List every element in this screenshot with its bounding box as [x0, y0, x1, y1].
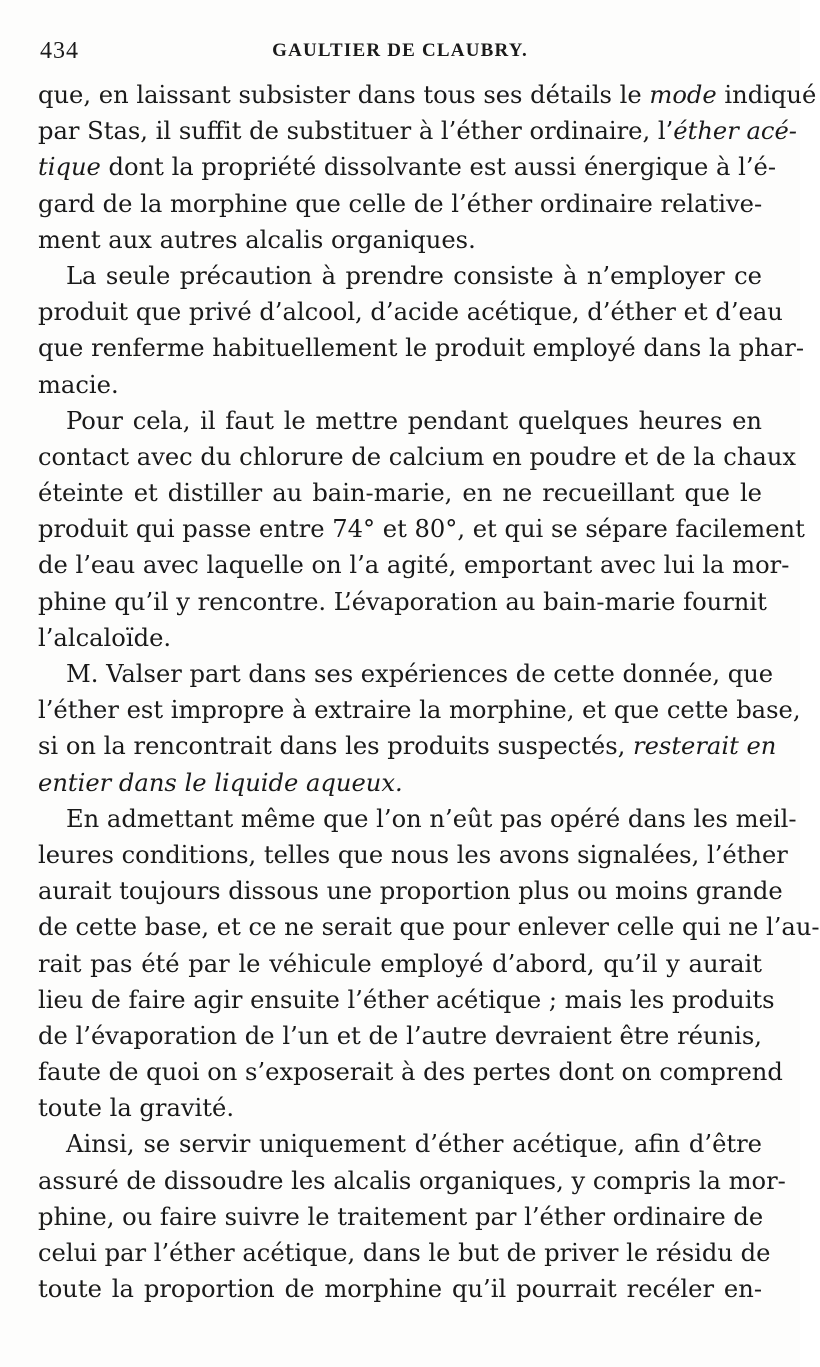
paragraph	[38, 258, 805, 403]
text-line: produit qui passe entre 74° et 80°, et qui se sépare facilement	[38, 515, 805, 544]
paragraph	[38, 801, 820, 1127]
italic-text: entier dans le liquide aqueux.	[38, 768, 403, 797]
text-line: éteinte et distiller au bain-marie, en ne recueillant que le	[38, 479, 762, 508]
text-line: par Stas, il suffit de substituer à l’éther ordinaire, l’éther acé-	[38, 117, 797, 146]
text-line: La seule précaution à prendre consiste à n’employer ce	[66, 261, 762, 290]
text-line: contact avec du chlorure de calcium en poudre et de la chaux	[38, 442, 797, 471]
italic-text: resterait en	[633, 732, 777, 761]
running-head: GAULTIER DE CLAUBRY.	[272, 40, 528, 61]
italic-text: mode	[649, 81, 717, 109]
italic-text: éther acé-	[673, 117, 797, 146]
text-line: toute la proportion de morphine qu’il pourrait recéler en-	[38, 1275, 762, 1304]
text-line: de l’eau avec laquelle on l’a agité, emportant avec lui la mor-	[38, 551, 790, 580]
text-line: leures conditions, telles que nous les avons signalées, l’éther	[38, 840, 788, 869]
text-line: M. Valser part dans ses expériences de cette donnée, que	[66, 660, 774, 688]
text-line: faute de quoi on s’exposerait à des pertes dont on comprend	[38, 1058, 783, 1087]
page-number: 434	[40, 38, 79, 64]
text-line: toute la gravité.	[38, 1094, 235, 1123]
paragraph	[38, 403, 805, 656]
text-line: ment aux autres alcalis organiques.	[38, 225, 476, 254]
text-line: aurait toujours dissous une proportion plus ou moins grande	[38, 877, 783, 906]
text-line: que renferme habituellement le produit employé dans la phar-	[38, 334, 805, 363]
text-line: l’alcaloïde.	[38, 623, 172, 652]
text-line	[38, 765, 762, 801]
paragraph	[38, 1126, 786, 1307]
text-line: de cette base, et ce ne serait que pour enlever celle qui ne l’au-	[38, 913, 820, 942]
text-line: si on la rencontrait dans les produits suspectés, resterait en	[38, 732, 777, 761]
italic-text: tique	[38, 153, 101, 182]
body-text	[38, 77, 820, 1307]
text-line: phine, ou faire suivre le traitement par l’éther ordinaire de	[38, 1202, 764, 1231]
text-line: rait pas été par le véhicule employé d’abord, qu’il y aurait	[38, 949, 762, 978]
text-line: l’éther est impropre à extraire la morphine, et que cette base,	[38, 696, 801, 725]
text-line: Ainsi, se servir uniquement d’éther acétique, afin d’être	[66, 1130, 762, 1159]
text-line: celui par l’éther acétique, dans le but de priver le résidu de	[38, 1239, 771, 1267]
paragraph	[38, 656, 801, 801]
text-line: En admettant même que l’on n’eût pas opéré dans les meil-	[66, 804, 797, 833]
page-header	[40, 38, 760, 68]
text-line: que, en laissant subsister dans tous ses détails le mode indiqué	[38, 81, 817, 109]
text-line: Pour cela, il faut le mettre pendant quelques heures en	[66, 406, 762, 435]
text-line: macie.	[38, 370, 119, 399]
text-line: lieu de faire agir ensuite l’éther acétique ; mais les produits	[38, 985, 775, 1014]
text-line: produit que privé d’alcool, d’acide acétique, d’éther et d’eau	[38, 298, 783, 327]
text-line: gard de la morphine que celle de l’éther ordinaire relative-	[38, 189, 763, 218]
text-line: assuré de dissoudre les alcalis organiques, y compris la mor-	[38, 1166, 786, 1195]
paragraph	[38, 77, 817, 258]
text-line: phine qu’il y rencontre. L’évaporation au bain-marie fournit	[38, 587, 767, 616]
text-line: tique dont la propriété dissolvante est aussi énergique à l’é-	[38, 153, 777, 182]
text-line: de l’évaporation de l’un et de l’autre devraient être réunis,	[38, 1021, 762, 1050]
